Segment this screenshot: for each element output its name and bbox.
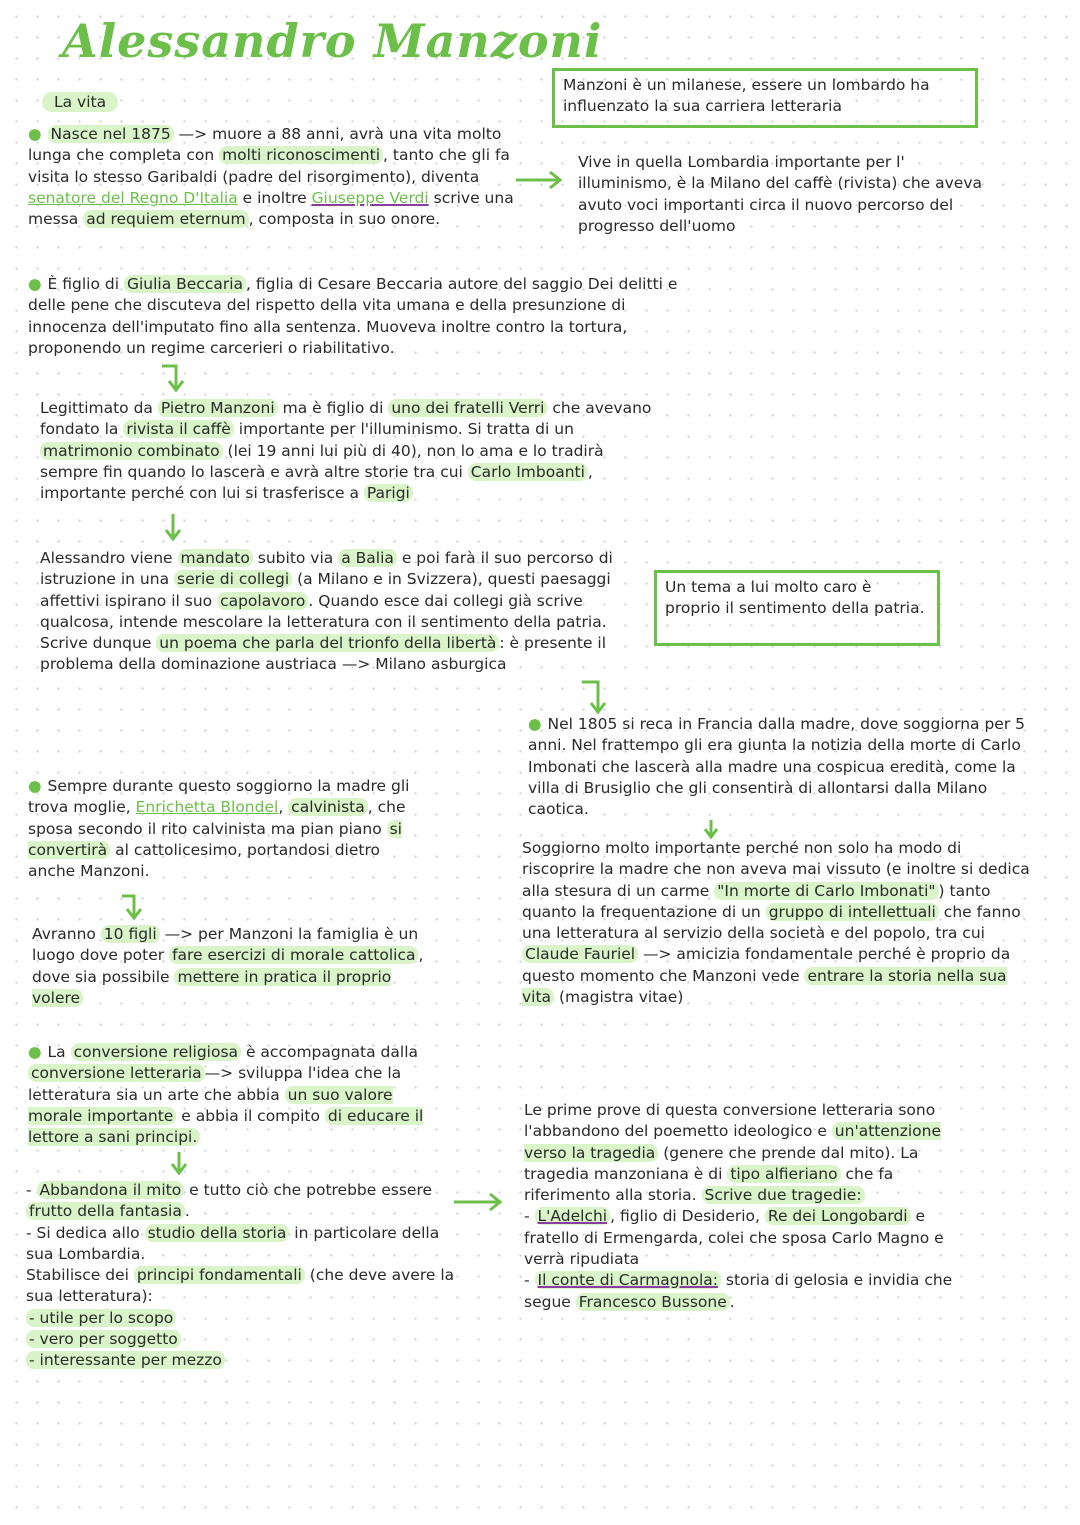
paragraph-figli: Avranno 10 figli —> per Manzoni la famiglia è un luogo dove poter fare esercizi di morale cattolica , dove sia possibile mettere in pratica il proprio volere bbox=[32, 925, 424, 1007]
paragraph-conversione: ● La conversione religiosa è accompagnata dalla conversione letteraria —> sviluppa l'idea che la letteratura sia un arte che abbia un suo valore morale importante e abbia il compito di educare il lettore a sani principi. bbox=[28, 1043, 424, 1147]
bullet-icon: ● bbox=[28, 125, 42, 143]
arrow-right-icon bbox=[452, 1190, 506, 1214]
paragraph-balia: Alessandro viene mandato subito via a Balia e poi farà il suo percorso di istruzione in una serie di collegi (a Milano e in Svizzera), questi paesaggi affettivi ispirano il suo capolavoro . Quando esce dai collegi già scrive qualcosa, intende mescolare la letteratura con il sentimento della patria. Scrive dunque un poema che parla del trionfo della libertà : è presente il problema della dominazione austriaca —> Milano asburgica bbox=[40, 549, 613, 674]
paragraph-nascita: ● Nasce nel 1875 —> muore a 88 anni, avrà una vita molto lunga che completa con molti riconoscimenti , tanto che gli fa visita lo stesso Garibaldi (padre del risorgimento), diventa senatore del Regno D'Italia e inoltre Giuseppe Verdi scrive una messa ad requiem eternum , composta in suo onore. bbox=[28, 125, 514, 229]
bullet-icon: ● bbox=[28, 777, 42, 795]
section-label: La vita bbox=[42, 92, 118, 112]
arrow-down-icon bbox=[580, 676, 612, 716]
paragraph-beccaria: ● È figlio di Giulia Beccaria , figlia di Cesare Beccaria autore del saggio Dei delitti e delle pene che discuteva del rispetto della vita umana e della presunzione di innocenza dell'imputato fino alla sentenza. Muoveva inoltre contro la tortura, proponendo un regime carcerieri o riabilitativo. bbox=[28, 275, 678, 357]
arrow-down-icon bbox=[700, 818, 722, 840]
arrow-right-icon bbox=[514, 168, 566, 192]
paragraph-legittimato: Legittimato da Pietro Manzoni ma è figlio di uno dei fratelli Verri che avevano fondato la rivista il caffè importante per l'illuminismo. Si tratta di un matrimonio combinato (lei 19 anni lui più di 40), non lo ama e lo tradirà sempre fin quando lo lascerà e avrà altre storie tra cui Carlo Imboanti , importante perché con lui si trasferisce a Parigi bbox=[40, 399, 652, 503]
page-title: Alessandro Manzoni bbox=[62, 14, 603, 68]
note-box-patria: Un tema a lui molto caro è proprio il sentimento della patria. bbox=[654, 570, 940, 646]
paragraph-moglie: ● Sempre durante questo soggiorno la madre gli trova moglie, Enrichetta Blondel, calvinista , che sposa secondo il rito calvinista ma pian piano si convertirà al cattolicesimo, portandosi dietro anche Manzoni. bbox=[28, 777, 410, 881]
paragraph-abbandona: - Abbandona il mito e tutto ciò che potrebbe essere frutto della fantasia . - Si dedica allo studio della storia in particolare della sua Lombardia. Stabilisce dei principi fondamentali (che deve avere la sua letteratura): - utile per lo scopo - vero per soggetto - interessante per mezzo bbox=[26, 1181, 455, 1370]
arrow-down-icon bbox=[160, 360, 190, 394]
paragraph-francia: ● Nel 1805 si reca in Francia dalla madre, dove soggiorna per 5 anni. Nel frattempo gli era giunta la notizia della morte di Carlo Imbonati che lascerà alla madre una cospicua eredità, come la villa di Brusiglio che gli consentirà di allontarsi dalla Milano caotica. bbox=[528, 715, 1025, 819]
bullet-icon: ● bbox=[28, 275, 42, 293]
paragraph-prove: Le prime prove di questa conversione letteraria sono l'abbandono del poemetto ideologico e un'attenzione verso la tragedia (genere che prende dal mito). La tragedia manzoniana è di tipo alfieriano che fa riferimento alla storia. Scrive due tragedie: - L'Adelchi , figlio di Desiderio, Re dei Longobardi e fratello di Ermengarda, colei che sposa Carlo Magno e verrà ripudiata - Il conte di Carmagnola: storia di gelosia e invidia che segue Francesco Bussone . bbox=[524, 1101, 953, 1311]
arrow-down-icon bbox=[160, 512, 186, 542]
bullet-icon: ● bbox=[28, 1043, 42, 1061]
note-lombardia: Vive in quella Lombardia importante per l' illuminismo, è la Milano del caffè (rivista) che aveva avuto voci importanti circa il nuovo percorso del progresso dell'uomo bbox=[578, 153, 982, 235]
arrow-down-icon bbox=[120, 890, 150, 922]
paragraph-soggiorno: Soggiorno molto importante perché non solo ha modo di riscoprire la madre che non aveva mai vissuto (e inoltre si dedica alla stesura di un carme "In morte di Carlo Imbonati" ) tanto quanto la frequentazione di un gruppo di intellettuali che fanno una letteratura al servizio della società e del popolo, tra cui Claude Fauriel —> amicizia fondamentale perché è proprio da questo momento che Manzoni vede entrare la storia nella sua vita (magistra vitae) bbox=[522, 839, 1030, 1007]
note-box-milanese: Manzoni è un milanese, essere un lombardo ha influenzato la sua carriera letteraria bbox=[552, 68, 978, 128]
arrow-down-icon bbox=[166, 1150, 192, 1176]
bullet-icon: ● bbox=[528, 715, 542, 733]
